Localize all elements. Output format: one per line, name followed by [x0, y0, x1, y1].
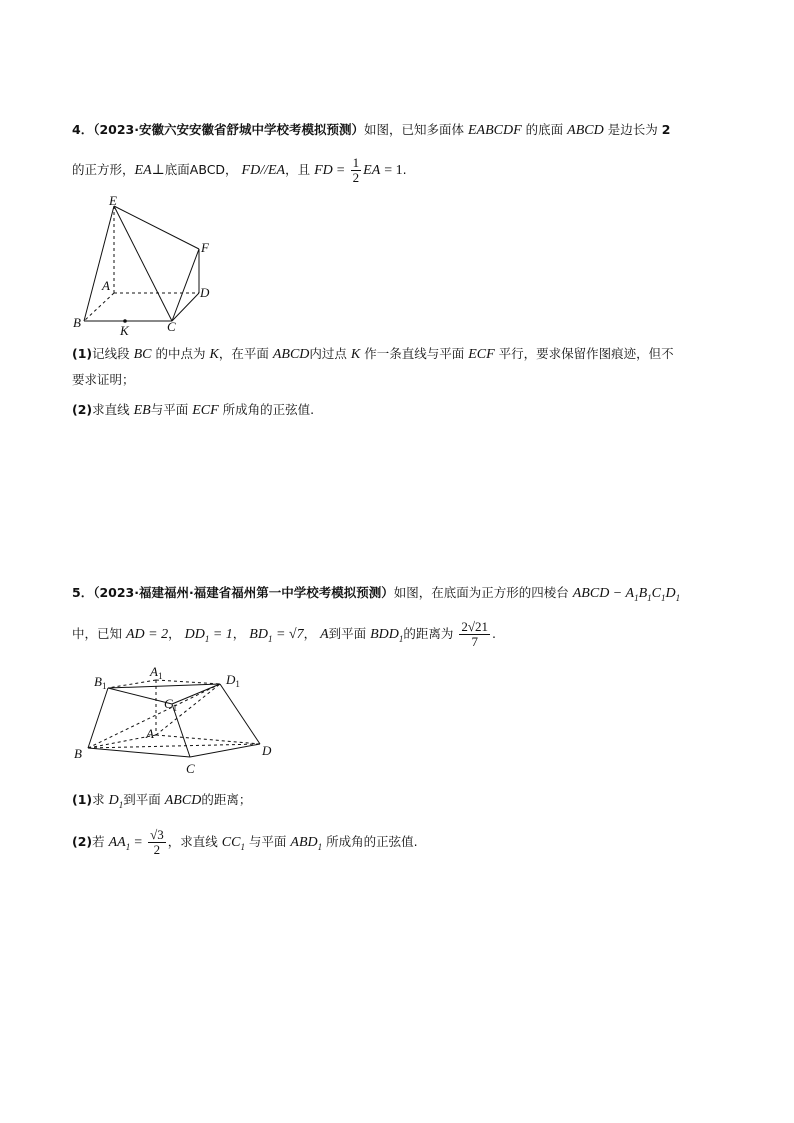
q5-dd1-value: = 1 [212, 627, 233, 642]
q5-aa1: $AA_1$ [108, 835, 131, 852]
edge-a1d1-hidden [156, 680, 220, 684]
q5-bd1-text: BD [249, 627, 268, 642]
q5-text: 若 [92, 834, 105, 849]
label-c1: $C_1$ [164, 696, 178, 713]
edge-ad-hidden [156, 735, 260, 744]
q4-text: 求直线 [92, 402, 130, 417]
q5-source: （2023·福建福州·福建省福州第一中学校考模拟预测） [93, 585, 394, 600]
q4-equals-one: = 1 [384, 163, 403, 178]
q5-d1-text: D [108, 793, 119, 808]
q5-text: 的距离； [201, 792, 252, 807]
q4-text: 所成角的正弦值. [222, 402, 315, 417]
q4-fd-parallel-ea: FD//EA [241, 163, 286, 178]
q5-part2 [72, 828, 418, 857]
q4-equals: = [336, 163, 345, 178]
label-e: E [109, 193, 117, 208]
q5-text: 求 [92, 792, 105, 807]
q5-equals: = [134, 835, 143, 850]
q5-number: 5． [72, 585, 94, 600]
q4-part1-label: (1) [72, 346, 93, 361]
edge-fc [172, 249, 199, 321]
q4-ecf: ECF [192, 403, 219, 418]
q5-bd1-value: = √7 [275, 627, 304, 642]
q5-aa1-num: √3 [150, 827, 164, 842]
q4-text: 内过点 [309, 346, 347, 361]
q4-k: K [350, 347, 361, 362]
q5-text: 所成角的正弦值. [326, 834, 418, 849]
label-c: C [167, 319, 176, 334]
q5-dist-den: 7 [471, 634, 478, 649]
q4-text: 是边长为 [607, 122, 658, 137]
q4-part1-line1 [72, 344, 674, 365]
q5-text: 中，已知 [72, 626, 123, 641]
edge-bc [88, 748, 190, 757]
q4-source: （2023·安徽六安安徽省舒城中学校考模拟预测） [93, 122, 364, 137]
edge-d1d [220, 684, 260, 744]
label-f: F [201, 240, 209, 255]
q5-text: 如图，在底面为正方形的四棱台 [393, 585, 569, 600]
q4-statement-line1 [72, 120, 670, 141]
q5-statement-line1 [72, 583, 680, 608]
label-d: D [200, 285, 210, 300]
q4-part2-label: (2) [72, 402, 93, 417]
q5-text: 到平面 [123, 792, 161, 807]
edge-dc [172, 293, 199, 321]
q5-bd1: $BD_1 = √7$ [249, 627, 304, 644]
edge-b1d1 [108, 684, 220, 688]
q4-text: 记线段 [92, 346, 130, 361]
q4-fd: FD [314, 163, 333, 178]
label-b: B [74, 746, 82, 761]
q5-statement-line2: 中，已知 AD = 2， $DD_1 = 1$， $BD_1 = √7$， A到平面 $BDD_1$的距离为 $\frac{2√21}{7}$ . [72, 619, 497, 649]
q5-aa1-den: 2 [153, 842, 161, 857]
q5-abd1-text: ABD [290, 835, 318, 850]
q4-abcd: ABCD [272, 347, 310, 362]
q5-d1: $D_1$ [108, 793, 124, 810]
q4-figure [66, 190, 226, 340]
q5-part1-label: (1) [72, 792, 93, 807]
q5-text: 与平面 [248, 834, 287, 849]
q5-dist-num: 2√21 [461, 619, 489, 634]
q5-aa1-text: AA [108, 835, 126, 850]
q4-number: 4． [72, 122, 94, 137]
label-a: A [102, 278, 110, 293]
edge-b1c1 [108, 688, 172, 704]
q4-statement-line2 [72, 156, 407, 185]
q5-figure [70, 660, 285, 780]
q4-base-name: ABCD [567, 123, 604, 138]
q4-frac-den: 2 [352, 170, 360, 185]
q5-bdd1-text: BDD [370, 627, 399, 642]
q4-frac-num: 1 [352, 155, 360, 170]
q4-text: 的正方形， [72, 162, 135, 177]
label-d1: $D_1$ [226, 672, 240, 689]
label-b: B [73, 315, 81, 330]
q4-part2 [72, 400, 314, 421]
q4-text: 平行，要求保留作图痕迹，但不 [498, 346, 674, 361]
q4-text: 底面ABCD， [164, 162, 238, 177]
label-d: D [262, 743, 272, 758]
edge-eb [84, 206, 114, 321]
q4-ea: EA [363, 163, 381, 178]
q5-dd1-text: DD [184, 627, 205, 642]
q4-fraction-half [351, 156, 362, 185]
label-c: C [186, 761, 195, 776]
q4-ecf: ECF [468, 347, 495, 362]
q4-solid-name: EABCDF [468, 123, 522, 138]
q4-text: 如图，已知多面体 [364, 122, 465, 137]
edge-ec [114, 206, 172, 321]
q4-eb: EB [133, 403, 151, 418]
q5-text: ，求直线 [167, 834, 218, 849]
q5-abd1: $ABD_1$ [290, 835, 323, 852]
q5-bdd1: $BDD_1$ [370, 627, 404, 644]
label-a: A [146, 726, 154, 741]
q4-text: 要求证明； [72, 372, 135, 387]
q4-text: 与平面 [150, 402, 189, 417]
q5-distance-fraction [459, 620, 490, 649]
label-b1: $B_1$ [94, 674, 107, 691]
edge-ef [114, 206, 199, 249]
edge-cd [190, 744, 260, 757]
q4-bc: BC [133, 347, 152, 362]
edge-b1b [88, 688, 108, 748]
edge-ab-hidden [84, 293, 114, 321]
q4-text: ，且 [285, 162, 311, 177]
q5-cc1-text: CC [221, 835, 241, 850]
q5-text: 到平面 [328, 626, 367, 641]
q5-period: . [492, 626, 497, 641]
q5-abcd: ABCD [164, 793, 202, 808]
q5-part2-label: (2) [72, 834, 93, 849]
q5-cc1: $CC_1$ [221, 835, 245, 852]
q5-part1 [72, 790, 251, 815]
q5-dd1: $DD_1 = 1$ [184, 627, 233, 644]
q5-text: 的距离为 [403, 626, 454, 641]
q5-a: A [320, 627, 329, 642]
q4-period: . [402, 162, 407, 177]
q5-frustum-name: ABCD − $A_1B_1C_1D_1$ [572, 586, 681, 603]
q4-ea: EA [134, 163, 152, 178]
q4-part1-line2 [72, 370, 135, 390]
q4-text: ，在平面 [218, 346, 269, 361]
q4-text: 的中点为 [155, 346, 206, 361]
q5-aa1-fraction [148, 828, 166, 857]
q5-frustum-text: ABCD − A [572, 586, 635, 601]
q5-ad: AD = 2 [126, 627, 169, 642]
label-k: K [120, 323, 129, 338]
label-a1: $A_1$ [150, 664, 163, 681]
q4-text: 作一条直线与平面 [364, 346, 465, 361]
q4-text: 的底面 [525, 122, 564, 137]
q4-side-length: 2 [661, 122, 671, 137]
q4-perp-symbol: ⊥ [151, 163, 165, 178]
q4-k: K [209, 347, 219, 362]
edge-bd-hidden [88, 744, 260, 748]
